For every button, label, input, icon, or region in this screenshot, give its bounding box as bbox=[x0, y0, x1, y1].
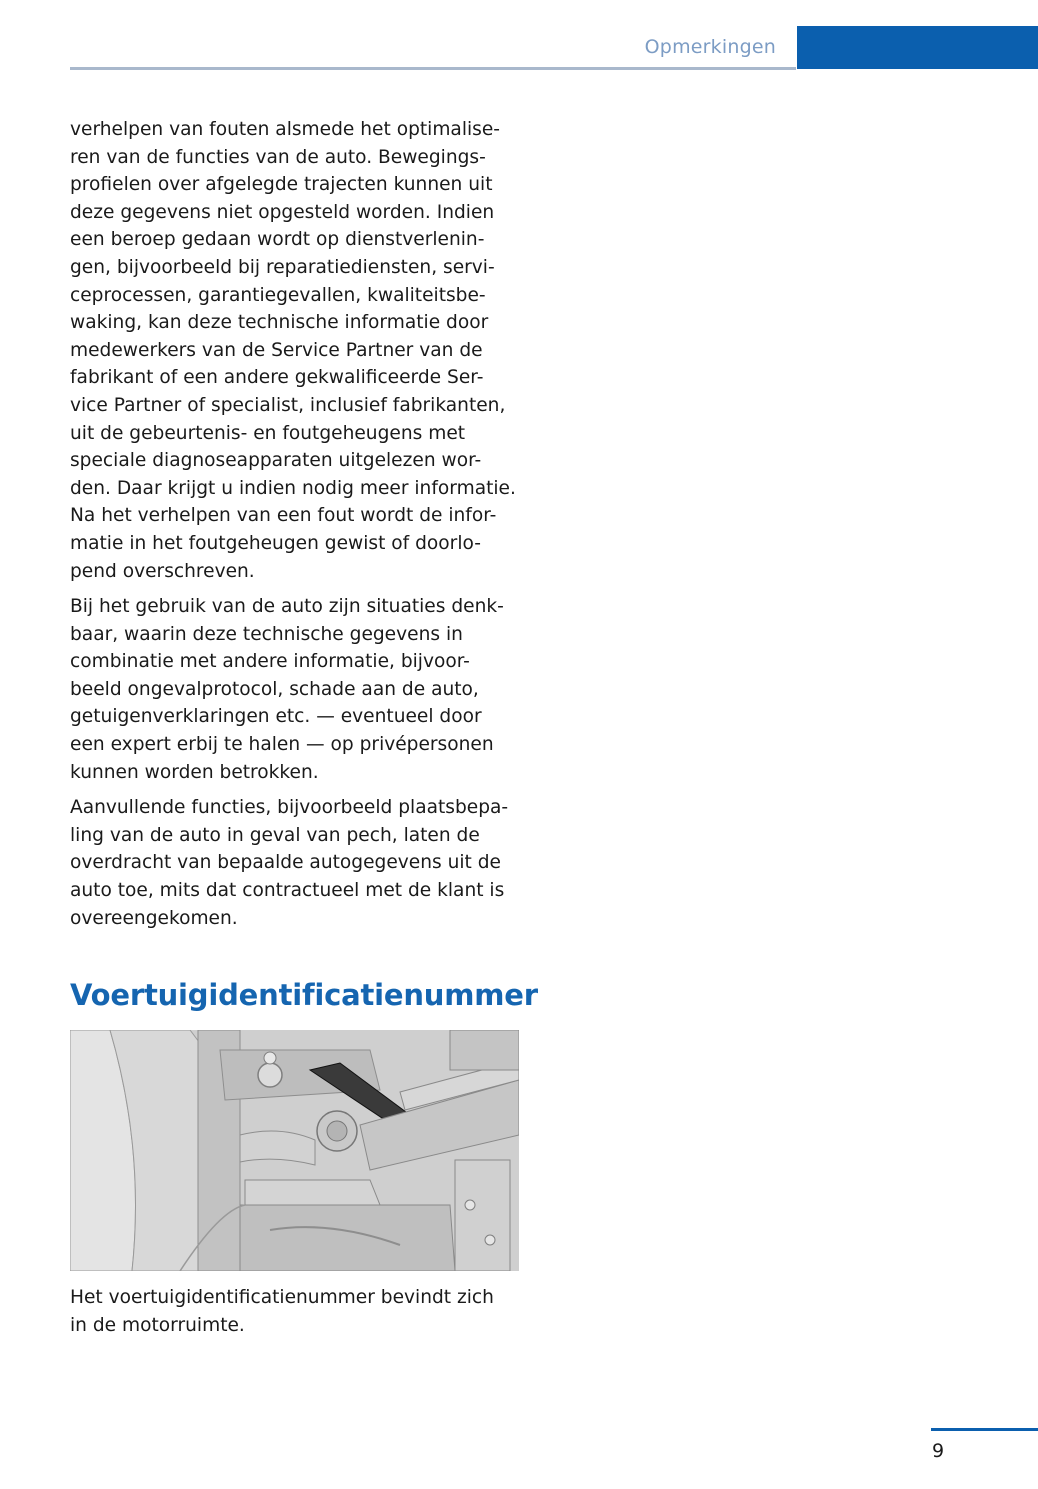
text-line: gen, bijvoorbeeld bij reparatiediensten, servi- bbox=[70, 256, 495, 278]
section-heading: Voertuigidentificatienummer bbox=[70, 978, 538, 1012]
text-line: Na het verhelpen van een fout wordt de infor- bbox=[70, 505, 497, 527]
text-line: Bij het gebruik van de auto zijn situaties denk- bbox=[70, 596, 504, 618]
text-line: overeengekomen. bbox=[70, 907, 238, 929]
text-line: den. Daar krijgt u indien nodig meer informatie. bbox=[70, 477, 516, 499]
text-line: een expert erbij te halen — op privépersonen bbox=[70, 734, 494, 756]
text-line: waking, kan deze technische informatie door bbox=[70, 312, 489, 334]
text-line: overdracht van bepaalde autogegevens uit de bbox=[70, 852, 501, 874]
text-line: pend overschreven. bbox=[70, 560, 255, 582]
text-line: matie in het foutgeheugen gewist of doorlo- bbox=[70, 532, 481, 554]
text-line: Aanvullende functies, bijvoorbeeld plaatsbepa- bbox=[70, 797, 509, 819]
paragraph bbox=[70, 593, 530, 786]
engine-bay-illustration bbox=[70, 1030, 519, 1271]
text-line: kunnen worden betrokken. bbox=[70, 761, 319, 783]
text-line: deze gegevens niet opgesteld worden. Indien bbox=[70, 201, 495, 223]
text-line: ling van de auto in geval van pech, laten de bbox=[70, 824, 480, 846]
text-line: ceprocessen, garantiegevallen, kwaliteitsbe- bbox=[70, 284, 486, 306]
header-rule bbox=[70, 67, 796, 70]
text-line: fabrikant of een andere gekwalificeerde Ser- bbox=[70, 367, 484, 389]
text-line: speciale diagnoseapparaten uitgelezen wor- bbox=[70, 450, 482, 472]
text-line: auto toe, mits dat contractueel met de klant is bbox=[70, 880, 505, 902]
text-line: combinatie met andere informatie, bijvoor- bbox=[70, 651, 470, 673]
caption-line: Het voertuigidentificatienummer bevindt zich bbox=[70, 1287, 494, 1308]
text-line: profielen over afgelegde trajecten kunnen uit bbox=[70, 174, 493, 196]
text-line: een beroep gedaan wordt op dienstverlenin- bbox=[70, 229, 485, 251]
paragraph bbox=[70, 116, 530, 585]
text-line: ren van de functies van de auto. Bewegings- bbox=[70, 146, 486, 168]
text-line: getuigenverklaringen etc. — eventueel door bbox=[70, 706, 482, 728]
header-title: Opmerkingen bbox=[644, 36, 776, 58]
paragraph bbox=[70, 794, 530, 932]
figure-caption bbox=[70, 1284, 530, 1339]
caption-line: in de motorruimte. bbox=[70, 1314, 245, 1336]
page-number: 9 bbox=[932, 1440, 945, 1462]
body-text bbox=[70, 116, 530, 940]
text-line: baar, waarin deze technische gegevens in bbox=[70, 623, 463, 645]
text-line: beeld ongevalprotocol, schade aan de auto, bbox=[70, 678, 479, 700]
text-line: vice Partner of specialist, inclusief fabrikanten, bbox=[70, 394, 506, 416]
text-line: medewerkers van de Service Partner van de bbox=[70, 339, 483, 361]
header-accent-block bbox=[797, 26, 1038, 69]
text-line: verhelpen van fouten alsmede het optimalise- bbox=[70, 119, 500, 140]
footer-rule bbox=[931, 1428, 1038, 1431]
text-line: uit de gebeurtenis- en foutgeheugens met bbox=[70, 422, 466, 444]
